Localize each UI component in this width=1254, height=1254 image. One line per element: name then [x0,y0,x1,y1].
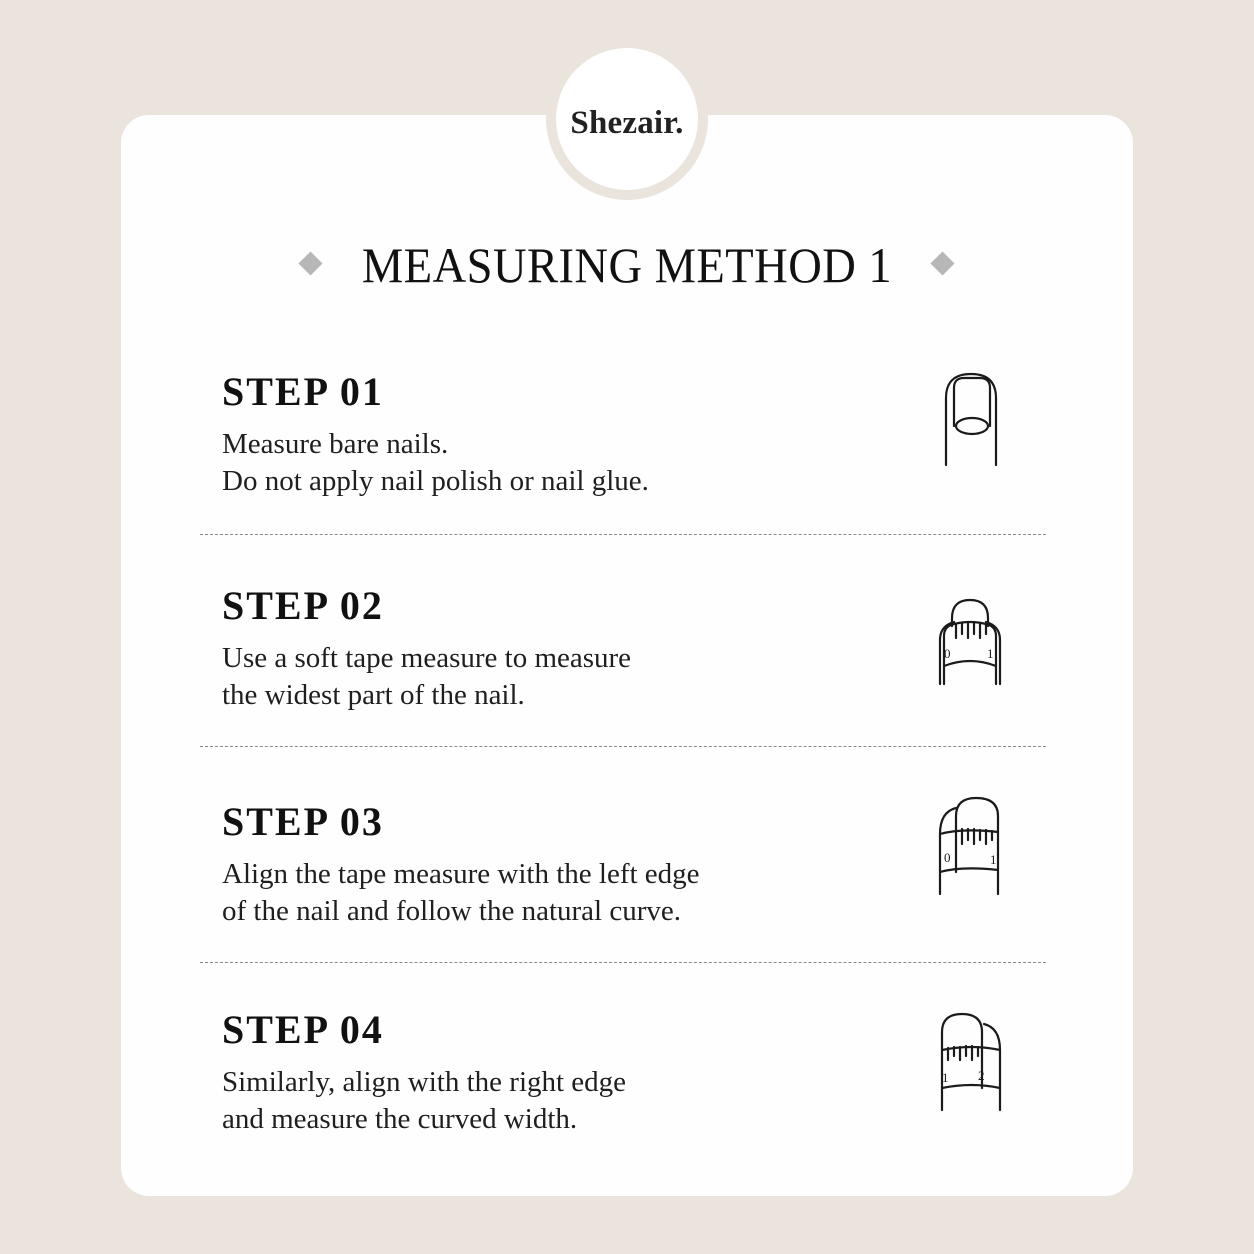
step-4-title: STEP 04 [222,1007,384,1052]
divider-2 [200,746,1046,747]
tape-label-1: 1 [987,646,994,661]
step-2 [222,584,1022,714]
step-1 [222,370,1022,500]
step-1-line-2: Do not apply nail polish or nail glue. [222,465,649,497]
tape-wrap-nail-icon [932,596,1008,688]
tape-right-edge-nail-icon [932,1010,1008,1114]
step-3 [222,800,1022,930]
tape-label-1: 1 [990,852,997,867]
step-4-description [222,1064,1022,1138]
step-1-description [222,426,1022,500]
title-row [121,236,1133,300]
bare-nail-icon [938,368,1008,468]
step-3-line-1: Align the tape measure with the left edge [222,858,700,890]
step-3-title: STEP 03 [222,799,384,844]
step-1-line-1: Measure bare nails. [222,428,449,460]
tape-left-edge-nail-icon [932,794,1008,898]
tape-label-1: 1 [942,1070,949,1085]
step-2-line-1: Use a soft tape measure to measure [222,642,632,674]
step-4-line-1: Similarly, align with the right edge [222,1066,627,1098]
step-4 [222,1008,1022,1138]
divider-3 [200,962,1046,963]
step-1-title: STEP 01 [222,369,384,414]
step-2-line-2: the widest part of the nail. [222,679,525,711]
tape-label-2: 2 [978,1068,985,1083]
tape-label-0: 0 [944,646,951,661]
tape-label-0: 0 [944,850,951,865]
brand-logo [556,48,698,190]
step-3-description [222,856,1022,930]
brand-logo-text: Shezair. [570,104,684,141]
page-title: MEASURING METHOD 1 [361,237,893,293]
step-3-line-2: of the nail and follow the natural curve. [222,895,682,927]
divider-1 [200,534,1046,535]
step-4-line-2: and measure the curved width. [222,1103,578,1135]
step-2-title: STEP 02 [222,583,384,628]
step-2-description [222,640,1022,714]
